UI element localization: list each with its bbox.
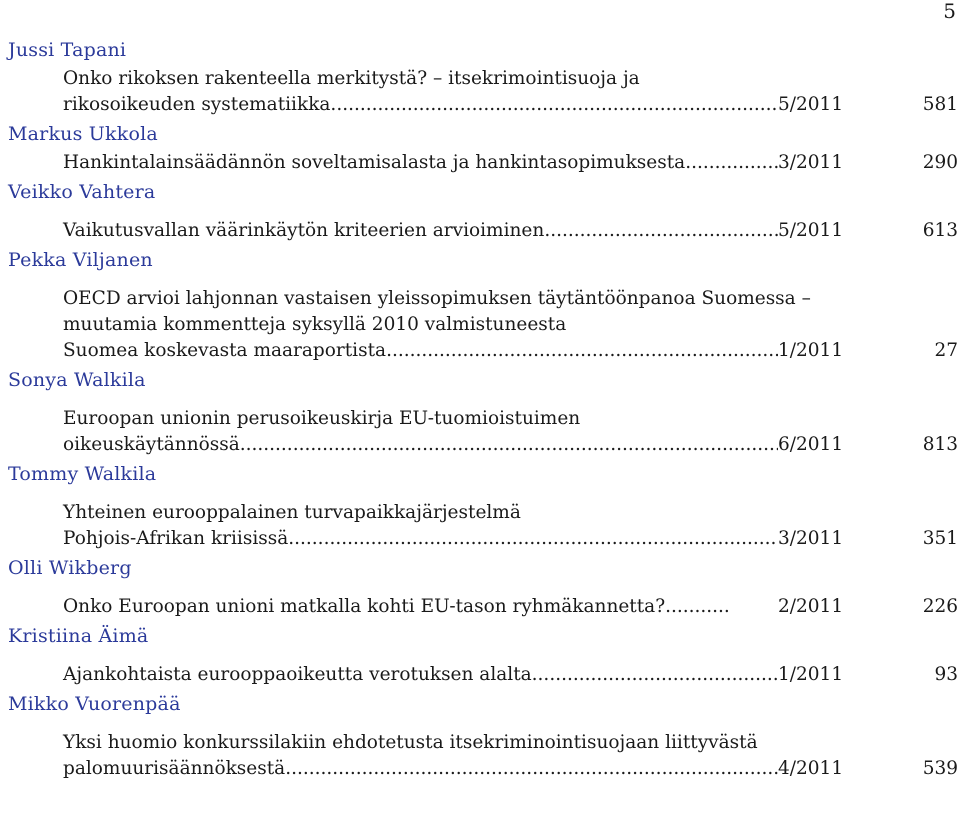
entry-issue: 1/2011 (778, 664, 844, 685)
dot-leader (285, 756, 778, 782)
index-entry (8, 730, 958, 782)
entry-last-line (63, 218, 958, 244)
author-name: Tommy Walkila (8, 463, 157, 485)
author-name: Pekka Viljanen (8, 249, 153, 271)
entry-last-line (63, 338, 958, 364)
entry-page: 93 (934, 664, 958, 685)
dot-leader (386, 338, 778, 364)
entry-title-end: Hankintalainsäädännön soveltamisalasta ja hankintasopimuksesta (63, 152, 686, 173)
entry-last-line (63, 92, 958, 118)
entry-last-line (63, 432, 958, 458)
dot-leader (288, 526, 778, 552)
index-entry (8, 406, 958, 458)
index-entry (8, 66, 958, 118)
entry-issue: 2/2011 (778, 596, 844, 617)
page-number: 5 (943, 0, 956, 23)
entry-issue: 5/2011 (778, 94, 844, 115)
dot-leader (336, 92, 778, 118)
author-index (8, 34, 958, 782)
entry-issue: 1/2011 (778, 340, 844, 361)
entry-title-end: Vaikutusvallan väärinkäytön kriteerien arvioiminen (63, 220, 545, 241)
dot-leader (685, 150, 778, 176)
entry-issue: 3/2011 (778, 528, 844, 549)
author-name: Jussi Tapani (8, 39, 127, 61)
entry-title-end: Pohjois-Afrikan kriisissä (63, 528, 289, 549)
entry-last-line (63, 756, 958, 782)
entry-page: 290 (922, 152, 958, 173)
author-name: Markus Ukkola (8, 123, 158, 145)
entry-issue: 6/2011 (778, 434, 844, 455)
author-name: Olli Wikberg (8, 557, 132, 579)
entry-issue: 3/2011 (778, 152, 844, 173)
entry-title-end: Ajankohtaista eurooppaoikeutta verotuksen alalta (63, 664, 532, 685)
entry-title-end: Onko Euroopan unioni matkalla kohti EU-tason ryhmäkannetta?........... (63, 596, 730, 617)
index-entry (8, 286, 958, 364)
entry-title-line: Yhteinen eurooppalainen turvapaikkajärjestelmä (63, 502, 521, 523)
entry-title-line: Euroopan unionin perusoikeuskirja EU-tuomioistuimen (63, 408, 581, 429)
author-name: Veikko Vahtera (8, 181, 156, 203)
author-name: Kristiina Äimä (8, 625, 149, 647)
index-entry (8, 150, 958, 176)
entry-page: 539 (922, 758, 958, 779)
entry-title-line: Onko rikoksen rakenteella merkitystä? – itsekrimointisuoja ja (63, 68, 640, 89)
entry-last-line (63, 526, 958, 552)
author-name: Mikko Vuorenpää (8, 693, 181, 715)
entry-last-line (63, 662, 958, 688)
entry-title-end: oikeuskäytännössä (63, 434, 240, 455)
entry-page: 581 (922, 94, 958, 115)
index-entry (8, 662, 958, 688)
dot-leader (240, 432, 778, 458)
entry-page: 351 (922, 528, 958, 549)
entry-last-line (63, 150, 958, 176)
entry-title-line: OECD arvioi lahjonnan vastaisen yleissopimuksen täytäntöönpanoa Suomessa – (63, 288, 811, 309)
index-entry (8, 500, 958, 552)
index-entry (8, 594, 958, 620)
author-name: Sonya Walkila (8, 369, 146, 391)
entry-issue: 4/2011 (778, 758, 844, 779)
entry-title-end: palomuurisäännöksestä (63, 758, 286, 779)
entry-last-line (63, 594, 958, 620)
entry-title-line: Yksi huomio konkurssilakiin ehdotetusta itsekriminointisuojaan liittyvästä (63, 732, 758, 753)
entry-issue: 5/2011 (778, 220, 844, 241)
dot-leader (544, 218, 778, 244)
index-entry (8, 218, 958, 244)
entry-title-end: rikosoikeuden systematiikka. (63, 94, 337, 115)
dot-leader (532, 662, 778, 688)
entry-page: 613 (922, 220, 958, 241)
entry-page: 27 (934, 340, 958, 361)
entry-title-line: muutamia kommentteja syksyllä 2010 valmistuneesta (63, 314, 567, 335)
entry-page: 813 (922, 434, 958, 455)
entry-page: 226 (922, 596, 958, 617)
entry-title-end: Suomea koskevasta maaraportista (63, 340, 387, 361)
